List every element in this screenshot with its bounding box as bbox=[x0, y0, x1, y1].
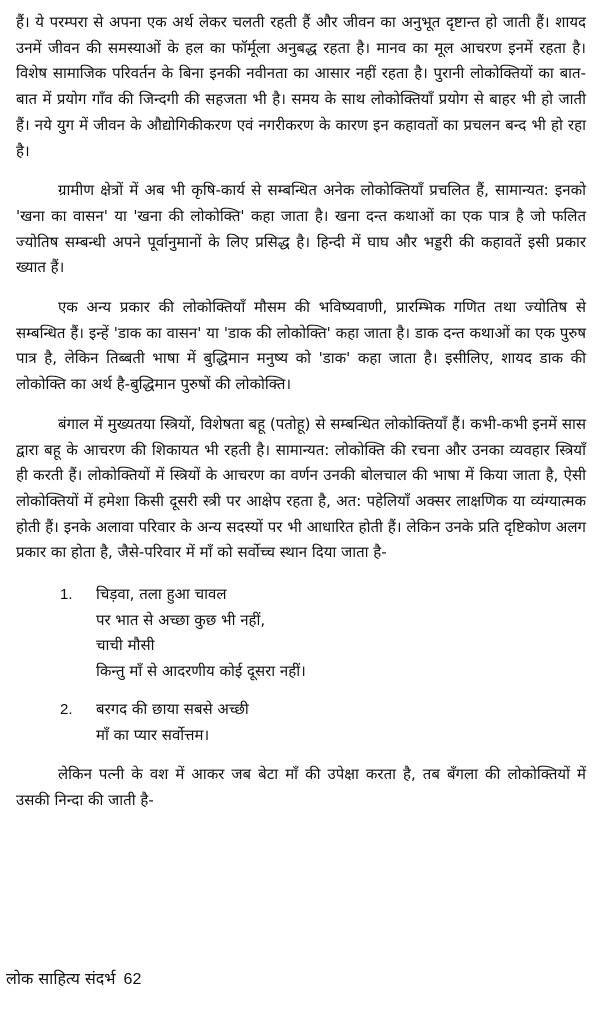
poem-line: बरगद की छाया सबसे अच्छी bbox=[96, 699, 249, 718]
poem-line: चिड़वा, तला हुआ चावल bbox=[96, 585, 227, 604]
poem-list bbox=[16, 582, 586, 748]
paragraph-1: हैं। ये परम्परा से अपना एक अर्थ लेकर चलती रहती हैं और जीवन का अनुभूत दृष्टान्त हो जाती हैं। शायद उनमें जीवन की समस्याओं के हल का फॉर्मूला अनुबद्ध रहता है। मानव का मूल आचरण इनमें रहता है। विशेष सामाजिक परिवर्तन के बिना इनकी नवीनता का आसार नहीं रहता है। पुरानी लोकोक्तियों का बात-बात में प्रयोग गाँव की जिन्दगी की सहजता भी है। समय के साथ लोकोक्तियाँ प्रयोग से बाहर भी हो जाती हैं। नये युग में जीवन के औद्योगिकीकरण एवं नगरीकरण के कारण इन कहावतों का प्रचलन बन्द भी हो रहा है। bbox=[16, 13, 586, 160]
paragraph-2: ग्रामीण क्षेत्रों में अब भी कृषि-कार्य से सम्बन्धित अनेक लोकोक्तियाँ प्रचलित हैं, सामान्यत: इनको 'खना का वासन' या 'खना की लोकोक्ति' कहा जाता है। खना दन्त कथाओं का एक पात्र है जो फलित ज्योतिष सम्बन्धी अपने पूर्वानुमानों के लिए प्रसिद्ध है। हिन्दी में घाघ और भड्डरी की कहावतें इसी प्रकार ख्यात हैं। bbox=[16, 181, 586, 277]
poem-line: माँ का प्यार सर्वोत्तम। bbox=[96, 725, 210, 744]
page-number: 62 bbox=[123, 971, 142, 988]
poem-number: 1. bbox=[60, 586, 73, 604]
poem-line: पर भात से अच्छा कुछ भी नहीं, bbox=[96, 610, 266, 629]
poem-item bbox=[16, 582, 586, 685]
paragraph-3: एक अन्य प्रकार की लोकोक्तियाँ मौसम की भविष्यवाणी, प्रारम्भिक गणित तथा ज्योतिष से सम्बन्धित हैं। इन्हें 'डाक का वासन' या 'डाक की लोकोक्ति' कहा जाता है। डाक दन्त कथाओं का एक पुरुष पात्र है, लेकिन तिब्बती भाषा में बुद्धिमान मनुष्य को 'डाक' कहा जाता है। इसीलिए, शायद डाक की लोकोक्ति का अर्थ है-बुद्धिमान पुरुषों की लोकोक्ति। bbox=[16, 298, 586, 394]
paragraph-4: बंगाल में मुख्यतया स्त्रियों, विशेषता बहू (पतोहू) से सम्बन्धित लोकोक्तियाँ हैं। कभी-कभी इनमें सास द्वारा बहू के आचरण की शिकायत भी रहती है। सामान्यत: लोकोक्ति की रचना और उनका व्यवहार स्त्रियाँ ही करती हैं। लोकोक्तियों में स्त्रियों के आचरण का वर्णन उनकी बोलचाल की भाषा में किया जाता है, ऐसी लोकोक्तियों में हमेशा किसी दूसरी स्त्री पर आक्षेप रहता है, अत: पहेलियाँ अक्सर लाक्षणिक या व्यंग्यात्मक होती हैं। इनके अलावा परिवार के अन्य सदस्यों पर भी आधारित होती हैं। लेकिन उनके प्रति दृष्टिकोण अलग प्रकार का होता है, जैसे-परिवार में माँ को सर्वोच्च स्थान दिया जाता है- bbox=[16, 414, 586, 562]
page-footer bbox=[6, 966, 141, 993]
poem-item bbox=[16, 697, 586, 748]
poem-body bbox=[96, 582, 586, 685]
poem-number: 2. bbox=[60, 700, 73, 718]
closing-paragraph: लेकिन पत्नी के वश में आकर जब बेटा माँ की उपेक्षा करता है, तब बँगला की लोकोक्तियों में उसकी निन्दा की जाती है- bbox=[16, 765, 586, 809]
poem-line: किन्तु माँ से आदरणीय कोई दूसरा नहीं। bbox=[96, 662, 306, 681]
poem-line: चाची मौसी bbox=[96, 636, 155, 655]
book-title: लोक साहित्य संदर्भ bbox=[6, 969, 116, 988]
poem-body bbox=[96, 697, 586, 748]
